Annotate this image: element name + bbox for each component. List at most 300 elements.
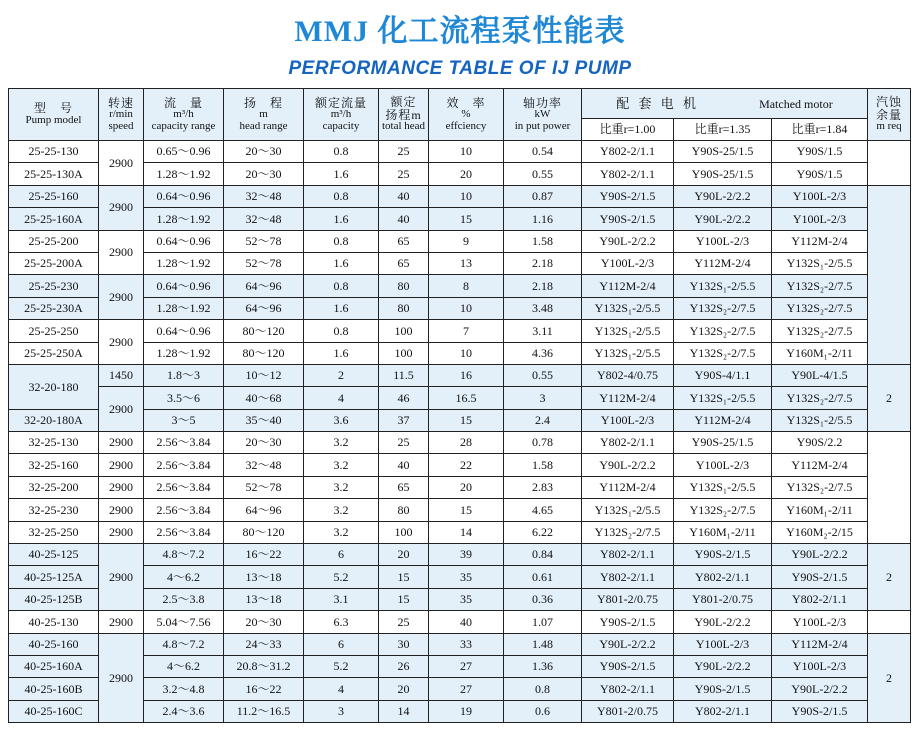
table-cell: 1450 <box>99 364 144 386</box>
table-cell: 4.8～7.2 <box>144 633 224 655</box>
table-cell: 1.6 <box>304 342 379 364</box>
table-cell: 27 <box>429 655 504 677</box>
table-cell: 28 <box>429 432 504 454</box>
table-cell: 2900 <box>99 544 144 611</box>
table-cell: 2.5～3.8 <box>144 588 224 610</box>
table-cell: 3～5 <box>144 409 224 431</box>
table-cell: 19 <box>429 700 504 722</box>
table-cell: Y90S/2.2 <box>772 432 868 454</box>
table-cell: Y90S-2/1.5 <box>772 700 868 722</box>
table-cell: Y90S-25/1.5 <box>674 432 772 454</box>
table-cell: 0.84 <box>504 544 582 566</box>
table-cell: 4 <box>304 387 379 409</box>
npsh-value: 2 <box>868 633 911 723</box>
table-cell: 40-25-160B <box>9 678 99 700</box>
table-cell: Y160M₁-2/11 <box>772 342 868 364</box>
table-cell: 1.28～1.92 <box>144 342 224 364</box>
table-cell: 1.6 <box>304 163 379 185</box>
table-cell: 2900 <box>99 320 144 365</box>
table-cell: 25-25-230A <box>9 297 99 319</box>
table-cell: 10～12 <box>224 364 304 386</box>
header-matched-motor: 配 套 电 机 Matched motor <box>582 89 868 119</box>
table-cell: 0.6 <box>504 700 582 722</box>
table-cell: 40-25-125A <box>9 566 99 588</box>
table-cell: Y90S-4/1.1 <box>674 364 772 386</box>
table-cell: Y90L-2/2.2 <box>674 611 772 633</box>
table-cell: 2900 <box>99 521 144 543</box>
table-cell: 20 <box>379 544 429 566</box>
table-cell: 3.48 <box>504 297 582 319</box>
header-model: 型 号 Pump model <box>9 89 99 141</box>
table-cell: Y132S₂-2/7.5 <box>772 275 868 297</box>
table-cell: 40 <box>429 611 504 633</box>
table-row <box>9 275 911 297</box>
table-cell: 3.2 <box>304 454 379 476</box>
table-cell: 40 <box>379 208 429 230</box>
table-cell: 40 <box>379 454 429 476</box>
table-cell: Y802-2/1.1 <box>582 141 674 163</box>
table-cell: Y802-2/1.1 <box>582 544 674 566</box>
table-cell: 5.2 <box>304 655 379 677</box>
table-cell: 2.83 <box>504 476 582 498</box>
table-cell <box>868 141 911 186</box>
table-cell: 100 <box>379 342 429 364</box>
table-cell: 13～18 <box>224 566 304 588</box>
table-cell: 20 <box>429 476 504 498</box>
table-cell: 25-25-200A <box>9 252 99 274</box>
header-power: 轴功率 kW in put power <box>504 89 582 141</box>
table-cell: 16 <box>429 364 504 386</box>
table-cell: 15 <box>379 588 429 610</box>
table-row <box>9 409 911 431</box>
table-cell: Y90S-25/1.5 <box>674 141 772 163</box>
table-cell: Y132S₂-2/7.5 <box>772 476 868 498</box>
table-cell: 25-25-250A <box>9 342 99 364</box>
table-cell: 22 <box>429 454 504 476</box>
table-cell: 0.64～0.96 <box>144 320 224 342</box>
table-cell: Y112M-2/4 <box>674 252 772 274</box>
table-cell: 6.3 <box>304 611 379 633</box>
table-cell: Y90L-2/2.2 <box>582 454 674 476</box>
table-cell: 2900 <box>99 633 144 723</box>
table-cell: Y132S₁-2/5.5 <box>582 342 674 364</box>
table-cell: 64～96 <box>224 275 304 297</box>
header-efficiency: 效 率 % effciency <box>429 89 504 141</box>
table-cell: 16～22 <box>224 678 304 700</box>
table-cell: Y132S₂-2/7.5 <box>582 521 674 543</box>
table-cell: Y90L-2/2.2 <box>674 185 772 207</box>
table-cell: 2900 <box>99 454 144 476</box>
table-cell: 2.18 <box>504 275 582 297</box>
table-cell: 32～48 <box>224 185 304 207</box>
table-cell: 25 <box>379 432 429 454</box>
header-motor-r135: 比重r=1.35 <box>674 119 772 141</box>
table-row <box>9 633 911 655</box>
table-cell: 2.18 <box>504 252 582 274</box>
table-cell: 3 <box>304 700 379 722</box>
table-cell: 2900 <box>99 185 144 230</box>
table-cell: Y112M-2/4 <box>582 476 674 498</box>
performance-table <box>8 88 911 723</box>
table-cell: 20 <box>429 163 504 185</box>
table-cell: 80 <box>379 499 429 521</box>
table-cell: 1.8～3 <box>144 364 224 386</box>
table-cell: 20 <box>379 678 429 700</box>
table-cell: 0.65～0.96 <box>144 141 224 163</box>
table-cell: 1.58 <box>504 454 582 476</box>
table-cell: Y160M₁-2/11 <box>674 521 772 543</box>
table-cell: Y802-2/1.1 <box>582 432 674 454</box>
table-cell: 15 <box>429 208 504 230</box>
table-cell: 0.36 <box>504 588 582 610</box>
table-cell: 3.2 <box>304 476 379 498</box>
table-cell: Y112M-2/4 <box>582 275 674 297</box>
table-cell: 1.6 <box>304 252 379 274</box>
header-npsh: 汽蚀 余量 m req <box>868 89 911 141</box>
table-cell: 11.2～16.5 <box>224 700 304 722</box>
table-cell: Y100L-2/3 <box>674 230 772 252</box>
table-cell: 32-25-230 <box>9 499 99 521</box>
header-head: 扬 程 m head range <box>224 89 304 141</box>
table-cell: 1.28～1.92 <box>144 163 224 185</box>
table-cell: 10 <box>429 141 504 163</box>
table-cell: 40-25-160A <box>9 655 99 677</box>
table-cell: 25-25-200 <box>9 230 99 252</box>
table-cell: 11.5 <box>379 364 429 386</box>
table-cell: 16.5 <box>429 387 504 409</box>
table-cell: 80～120 <box>224 342 304 364</box>
table-cell: 1.28～1.92 <box>144 252 224 274</box>
table-row <box>9 364 911 386</box>
table-cell: 0.8 <box>304 320 379 342</box>
table-cell: 52～78 <box>224 230 304 252</box>
table-cell: Y100L-2/3 <box>674 454 772 476</box>
table-cell: Y802-2/1.1 <box>674 566 772 588</box>
table-cell: Y100L-2/3 <box>772 208 868 230</box>
table-row <box>9 185 911 207</box>
table-cell: 0.55 <box>504 364 582 386</box>
table-cell: 1.6 <box>304 208 379 230</box>
table-cell: 1.6 <box>304 297 379 319</box>
table-cell: 0.8 <box>304 141 379 163</box>
table-cell: Y132S₁-2/5.5 <box>674 387 772 409</box>
table-row <box>9 163 911 185</box>
table-row <box>9 588 911 610</box>
table-cell: 6.22 <box>504 521 582 543</box>
table-cell: 35～40 <box>224 409 304 431</box>
table-row <box>9 320 911 342</box>
table-cell: 3.2～4.8 <box>144 678 224 700</box>
table-cell: Y802-2/1.1 <box>674 700 772 722</box>
table-row <box>9 655 911 677</box>
table-cell: Y801-2/0.75 <box>582 700 674 722</box>
table-cell: Y112M-2/4 <box>772 633 868 655</box>
table-cell: 2.56～3.84 <box>144 521 224 543</box>
table-cell: 2900 <box>99 476 144 498</box>
table-cell: 33 <box>429 633 504 655</box>
table-cell: Y132S₁-2/5.5 <box>582 499 674 521</box>
table-cell: 64～96 <box>224 297 304 319</box>
table-cell: Y132S₂-2/7.5 <box>674 499 772 521</box>
table-cell: 20～30 <box>224 432 304 454</box>
header-rated-capacity: 额定流量 m³/h capacity <box>304 89 379 141</box>
table-cell: 20～30 <box>224 163 304 185</box>
table-cell: 6 <box>304 633 379 655</box>
table-cell: 32～48 <box>224 208 304 230</box>
npsh-value: 2 <box>868 364 911 431</box>
table-cell: Y160M₁-2/11 <box>772 499 868 521</box>
table-cell: 20～30 <box>224 611 304 633</box>
table-cell: 1.48 <box>504 633 582 655</box>
table-cell: Y90L-4/1.5 <box>772 364 868 386</box>
table-cell: 40-25-125 <box>9 544 99 566</box>
table-cell: 25 <box>379 141 429 163</box>
table-cell: Y100L-2/3 <box>772 655 868 677</box>
table-cell: Y112M-2/4 <box>772 230 868 252</box>
table-row <box>9 141 911 163</box>
table-cell: Y90L-2/2.2 <box>772 544 868 566</box>
table-cell: Y90L-2/2.2 <box>582 633 674 655</box>
table-cell: 2.56～3.84 <box>144 499 224 521</box>
table-cell <box>868 432 911 544</box>
table-cell: 0.8 <box>504 678 582 700</box>
page-title-cn: MMJ 化工流程泵性能表 <box>294 15 626 48</box>
table-cell <box>868 185 911 364</box>
table-cell: 14 <box>429 521 504 543</box>
table-cell: 25-25-250 <box>9 320 99 342</box>
table-cell: Y90L-2/2.2 <box>674 208 772 230</box>
table-cell: 100 <box>379 521 429 543</box>
table-cell: 32-25-250 <box>9 521 99 543</box>
table-cell: 3.2 <box>304 521 379 543</box>
table-cell: 27 <box>429 678 504 700</box>
table-cell: 80 <box>379 297 429 319</box>
table-cell: 46 <box>379 387 429 409</box>
table-cell: 65 <box>379 476 429 498</box>
table-cell: 0.64～0.96 <box>144 185 224 207</box>
table-cell: 35 <box>429 566 504 588</box>
table-row <box>9 297 911 319</box>
table-cell: 4.36 <box>504 342 582 364</box>
table-cell: 35 <box>429 588 504 610</box>
table-cell: 16～22 <box>224 544 304 566</box>
table-cell: 0.8 <box>304 230 379 252</box>
table-cell: 32-20-180A <box>9 409 99 431</box>
table-cell: 2.56～3.84 <box>144 454 224 476</box>
table-row <box>9 700 911 722</box>
table-cell: 0.64～0.96 <box>144 230 224 252</box>
table-cell: Y132S₁-2/5.5 <box>582 320 674 342</box>
table-row <box>9 678 911 700</box>
table-cell: 0.78 <box>504 432 582 454</box>
table-row <box>9 521 911 543</box>
table-cell: 0.8 <box>304 275 379 297</box>
table-cell: 30 <box>379 633 429 655</box>
table-cell: Y112M-2/4 <box>772 454 868 476</box>
table-cell: Y802-2/1.1 <box>772 588 868 610</box>
table-cell: 32～48 <box>224 454 304 476</box>
table-cell: 25 <box>379 163 429 185</box>
table-cell: 40-25-130 <box>9 611 99 633</box>
table-cell: Y90S-2/1.5 <box>582 611 674 633</box>
table-cell: Y802-4/0.75 <box>582 364 674 386</box>
table-cell: Y160M₂-2/15 <box>772 521 868 543</box>
table-cell: 13～18 <box>224 588 304 610</box>
table-cell: 25-25-160 <box>9 185 99 207</box>
table-cell: 4～6.2 <box>144 566 224 588</box>
table-cell: 2900 <box>99 499 144 521</box>
table-cell: 2900 <box>99 611 144 633</box>
table-cell: 40-25-125B <box>9 588 99 610</box>
table-cell: 40 <box>379 185 429 207</box>
table-cell: Y100L-2/3 <box>772 185 868 207</box>
table-cell: 10 <box>429 297 504 319</box>
table-cell: Y132S₁-2/5.5 <box>772 252 868 274</box>
table-cell: Y90S-2/1.5 <box>674 544 772 566</box>
table-cell: Y90L-2/2.2 <box>674 655 772 677</box>
table-cell: 1.07 <box>504 611 582 633</box>
table-row <box>9 566 911 588</box>
table-cell: 0.87 <box>504 185 582 207</box>
table-cell: 64～96 <box>224 499 304 521</box>
table-row <box>9 252 911 274</box>
table-cell: 2.4～3.6 <box>144 700 224 722</box>
table-row <box>9 476 911 498</box>
table-cell: 2.4 <box>504 409 582 431</box>
header-motor-r184: 比重r=1.84 <box>772 119 868 141</box>
table-cell: 0.8 <box>304 185 379 207</box>
table-cell: Y802-2/1.1 <box>582 566 674 588</box>
table-cell: 15 <box>429 499 504 521</box>
table-cell: 37 <box>379 409 429 431</box>
table-cell: Y112M-2/4 <box>582 387 674 409</box>
table-cell: 2900 <box>99 141 144 186</box>
table-cell: Y100L-2/3 <box>674 633 772 655</box>
table-cell: 2900 <box>99 387 144 432</box>
table-cell: Y90S/1.5 <box>772 163 868 185</box>
table-row <box>9 208 911 230</box>
table-cell: Y90S-2/1.5 <box>582 185 674 207</box>
table-cell: Y132S₁-2/5.5 <box>674 275 772 297</box>
table-cell: 32-25-160 <box>9 454 99 476</box>
table-cell: 25-25-130A <box>9 163 99 185</box>
table-cell: 26 <box>379 655 429 677</box>
table-cell: Y90L-2/2.2 <box>582 230 674 252</box>
table-row <box>9 499 911 521</box>
table-cell: 80～120 <box>224 521 304 543</box>
table-cell: Y132S₁-2/5.5 <box>582 297 674 319</box>
table-cell: Y132S₂-2/7.5 <box>674 320 772 342</box>
table-cell: 0.55 <box>504 163 582 185</box>
table-cell: 2900 <box>99 432 144 454</box>
table-cell: 32-25-130 <box>9 432 99 454</box>
table-cell: Y132S₁-2/5.5 <box>674 476 772 498</box>
table-cell: Y90S-2/1.5 <box>772 566 868 588</box>
table-cell: 25-25-130 <box>9 141 99 163</box>
table-cell: 3.6 <box>304 409 379 431</box>
table-cell: Y132S₂-2/7.5 <box>674 297 772 319</box>
table-cell: Y100L-2/3 <box>582 409 674 431</box>
page-title-en: PERFORMANCE TABLE OF IJ PUMP <box>288 58 632 79</box>
table-cell: 20～30 <box>224 141 304 163</box>
table-cell: 40-25-160 <box>9 633 99 655</box>
table-cell: 8 <box>429 275 504 297</box>
table-row <box>9 342 911 364</box>
table-cell: Y90S-2/1.5 <box>582 655 674 677</box>
npsh-value: 2 <box>868 544 911 611</box>
table-row <box>9 454 911 476</box>
table-cell: 32-20-180 <box>9 364 99 409</box>
table-cell: Y90S-25/1.5 <box>674 163 772 185</box>
table-cell: 2 <box>304 364 379 386</box>
table-cell: 20.8～31.2 <box>224 655 304 677</box>
table-cell: 1.58 <box>504 230 582 252</box>
table-cell: Y90S-2/1.5 <box>674 678 772 700</box>
table-cell: 39 <box>429 544 504 566</box>
table-cell: 5.04～7.56 <box>144 611 224 633</box>
table-cell: Y132S₂-2/7.5 <box>772 387 868 409</box>
table-cell: 2.56～3.84 <box>144 432 224 454</box>
table-cell: 32-25-200 <box>9 476 99 498</box>
table-row <box>9 387 911 409</box>
table-cell: 7 <box>429 320 504 342</box>
table-cell: 52～78 <box>224 476 304 498</box>
table-cell: 1.28～1.92 <box>144 208 224 230</box>
header-motor-r100: 比重r=1.00 <box>582 119 674 141</box>
table-cell: 3.11 <box>504 320 582 342</box>
table-cell: Y132S₁-2/5.5 <box>772 409 868 431</box>
table-cell: Y801-2/0.75 <box>674 588 772 610</box>
table-cell: 80～120 <box>224 320 304 342</box>
header-rated-head: 额定 扬程m total head <box>379 89 429 141</box>
table-cell: 65 <box>379 230 429 252</box>
table-cell: 9 <box>429 230 504 252</box>
table-cell: 1.28～1.92 <box>144 297 224 319</box>
table-cell <box>868 611 911 633</box>
table-cell: 4.65 <box>504 499 582 521</box>
table-cell: Y132S₂-2/7.5 <box>772 297 868 319</box>
table-row <box>9 432 911 454</box>
table-cell: Y90L-2/2.2 <box>772 678 868 700</box>
table-cell: 0.64～0.96 <box>144 275 224 297</box>
table-cell: 4.8～7.2 <box>144 544 224 566</box>
table-cell: 3 <box>504 387 582 409</box>
table-cell: 10 <box>429 185 504 207</box>
table-cell: 40～68 <box>224 387 304 409</box>
table-cell: Y802-2/1.1 <box>582 163 674 185</box>
table-cell: 3.5～6 <box>144 387 224 409</box>
table-cell: 2900 <box>99 275 144 320</box>
table-cell: 15 <box>379 566 429 588</box>
table-cell: 0.54 <box>504 141 582 163</box>
table-cell: 10 <box>429 342 504 364</box>
table-row <box>9 230 911 252</box>
table-cell: 5.2 <box>304 566 379 588</box>
table-cell: 25 <box>379 611 429 633</box>
table-cell: 25-25-230 <box>9 275 99 297</box>
table-cell: 25-25-160A <box>9 208 99 230</box>
table-cell: 4 <box>304 678 379 700</box>
table-cell: 15 <box>429 409 504 431</box>
table-cell: 14 <box>379 700 429 722</box>
table-cell: 13 <box>429 252 504 274</box>
table-cell: 3.1 <box>304 588 379 610</box>
table-cell: 100 <box>379 320 429 342</box>
table-cell: 0.61 <box>504 566 582 588</box>
table-cell: Y90S-2/1.5 <box>582 208 674 230</box>
table-cell: 24～33 <box>224 633 304 655</box>
table-cell: 4～6.2 <box>144 655 224 677</box>
